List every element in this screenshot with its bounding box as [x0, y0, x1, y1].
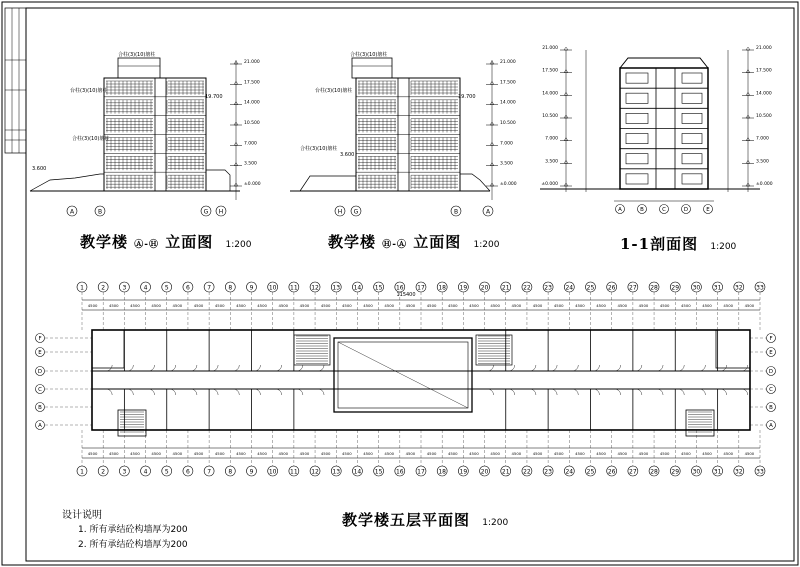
plan-bay-dim: 4500	[659, 303, 670, 308]
elev1-left-level: 3.600	[32, 166, 47, 172]
plan-bay-dim: 4500	[193, 303, 204, 308]
plan-axis-bottom-label: 2	[101, 468, 106, 476]
plan-bay-dim: 4500	[108, 303, 119, 308]
plan-axis-bottom-label: 6	[186, 468, 190, 476]
plan-axis-bottom-label: 24	[565, 468, 574, 476]
elevation-level: 10.500	[244, 121, 260, 126]
plan-bay-dim: 4500	[130, 451, 140, 456]
plan-axis-bottom-label: 30	[692, 468, 701, 476]
plan-axis-top-label: 7	[207, 284, 212, 292]
plan-axis-top-label: 23	[544, 284, 552, 292]
plan-bay-dim: 4500	[490, 303, 500, 308]
design-note-item: 2. 所有承结砼构墙厚为200	[78, 540, 188, 550]
plan-axis-bottom-label: 12	[311, 468, 319, 476]
title-plan	[342, 509, 508, 530]
elev2-left-level: 3.600	[340, 152, 355, 158]
elevation-level: 17.500	[500, 80, 516, 86]
plan-axis-top-label: 25	[586, 284, 595, 292]
elevation-level: 7.000	[756, 136, 769, 142]
plan-axis-side-label: A	[38, 423, 42, 430]
title-elevation-back-suffix: 立面图	[413, 233, 462, 251]
plan-bay-dim: 4500	[87, 303, 98, 308]
plan-bay-dim: 4500	[342, 303, 352, 308]
plan-bay-dim: 4500	[638, 451, 649, 456]
plan-axis-bottom-label: 33	[756, 468, 764, 476]
plan-bay-dim: 4500	[575, 451, 585, 456]
plan-bay-dim: 4500	[320, 451, 331, 456]
plan-axis-top-label: 15	[374, 284, 383, 292]
title-elevation-front-axes: Ⓐ-Ⓗ	[134, 240, 159, 250]
elevation-level: 21.000	[542, 46, 558, 51]
plan-bay-dim: 4500	[278, 451, 289, 456]
plan-bay-dim: 4500	[617, 303, 628, 308]
axis-bubble-label: A	[485, 208, 491, 216]
plan-bay-dim: 4500	[638, 303, 649, 308]
axis-bubble-label: H	[218, 208, 224, 216]
axis-bubble-label: A	[618, 207, 622, 214]
plan-axis-bottom-label: 18	[438, 468, 447, 476]
elevation-level: 7.000	[545, 136, 558, 142]
plan-axis-top-label: 19	[459, 284, 468, 292]
plan-bay-dim: 4500	[681, 303, 691, 308]
plan-bay-dim: 4500	[384, 451, 395, 456]
plan-bay-dim: 4500	[744, 451, 755, 456]
plan-bay-dim: 4500	[320, 303, 331, 308]
elevation-level: ±0.000	[244, 182, 261, 187]
title-block-strip	[5, 8, 26, 153]
plan-bay-dim: 4500	[469, 451, 479, 456]
plan-bay-dim: 4500	[405, 451, 416, 456]
elevation-level: ±0.000	[500, 182, 517, 187]
plan-axis-side-label: D	[37, 369, 43, 376]
title-elevation-front	[80, 231, 251, 252]
elev1-height: 19.700	[205, 94, 223, 100]
plan-bay-dim: 4500	[511, 451, 522, 456]
plan-axis-top-label: 4	[143, 284, 148, 292]
plan-axis-bottom-label: 17	[417, 468, 425, 476]
design-note-item: 1. 所有承结砼构墙厚为200	[78, 525, 188, 535]
scale-label: 1:200	[225, 240, 252, 250]
scale-label: 1:200	[710, 242, 737, 252]
elevation-back	[290, 51, 517, 216]
plan-axis-bottom-label: 9	[249, 468, 254, 476]
plan-bay-dim: 4500	[659, 451, 670, 456]
plan-axis-side-label: E	[769, 350, 773, 357]
plan-axis-top-label: 21	[501, 284, 510, 292]
elevation-level: ±0.000	[541, 182, 558, 187]
plan-bay-dim: 4500	[723, 451, 734, 456]
plan-axis-bottom-label: 20	[480, 468, 489, 476]
elevation-level: 7.000	[500, 141, 513, 147]
plan-axis-bottom-label: 15	[374, 468, 383, 476]
scale-label: 1:200	[473, 240, 500, 250]
plan-bay-dim: 4500	[342, 451, 352, 456]
axis-bubble-label: D	[683, 207, 689, 214]
elevation-level: 21.000	[756, 46, 772, 51]
scale-label: 1:200	[482, 518, 509, 528]
plan-axis-side-label: B	[769, 405, 773, 412]
plan-bay-dim: 4500	[214, 303, 225, 308]
title-elevation-back-name: 教学楼	[328, 233, 377, 251]
plan-bay-dim: 4500	[363, 303, 373, 308]
plan-axis-bottom-label: 3	[122, 468, 127, 476]
plan-axis-top-label: 33	[756, 284, 764, 292]
plan-bay-dim: 4500	[596, 451, 606, 456]
axis-bubble-label: H	[337, 208, 343, 216]
elev1-note-left: 台柱(3)(10)塘柱	[70, 88, 108, 94]
plan-bay-dim: 4500	[681, 451, 691, 456]
plan-bay-dim: 4500	[363, 451, 373, 456]
title-section-name: 1-1剖面图	[620, 235, 699, 253]
plan-bay-dim: 4500	[744, 303, 755, 308]
plan-axis-bottom-label: 4	[143, 468, 148, 476]
plan-axis-side-label: D	[768, 369, 774, 376]
elevation-level: ±0.000	[756, 182, 773, 187]
plan-axis-top-label: 8	[228, 284, 233, 292]
elev1-note-left2: 合柱(3)(10)塘柱	[72, 136, 110, 142]
elevation-level: 3.500	[244, 161, 257, 167]
plan-bay-dim: 4500	[596, 303, 606, 308]
plan-axis-side-label: A	[769, 423, 773, 430]
plan-bay-dim: 4500	[702, 451, 712, 456]
elevation-level: 3.500	[756, 159, 769, 165]
plan-bay-dim: 4500	[257, 303, 267, 308]
plan-bay-dim: 4500	[214, 451, 225, 456]
plan-axis-top-label: 22	[523, 284, 531, 292]
plan-bay-dim: 4500	[532, 303, 543, 308]
plan-bay-dim: 4500	[108, 451, 119, 456]
plan-axis-top-label: 2	[101, 284, 106, 292]
plan-axis-bottom-label: 29	[671, 468, 680, 476]
plan-axis-top-label: 27	[629, 284, 637, 292]
elev2-note-left2: 合柱(3)(10)塘柱	[300, 146, 338, 152]
plan-axis-bottom-label: 21	[501, 468, 510, 476]
title-elevation-front-name: 教学楼	[80, 233, 129, 251]
axis-bubble-label: G	[203, 208, 209, 216]
title-elevation-back	[328, 231, 499, 252]
plan-bay-dim: 4500	[575, 303, 585, 308]
elevation-level: 21.000	[244, 60, 260, 65]
plan-axis-bottom-label: 5	[164, 468, 169, 476]
plan-axis-bottom-label: 32	[734, 468, 743, 476]
plan-bay-dim: 4500	[405, 303, 416, 308]
plan-axis-bottom-label: 1	[80, 468, 84, 476]
axis-bubble-label: G	[353, 208, 359, 216]
elev2-note-top: 合柱(3)(10)塘柱	[350, 52, 388, 58]
title-section	[620, 233, 736, 254]
plan-axis-bottom-label: 22	[523, 468, 531, 476]
plan-axis-top-label: 26	[607, 284, 616, 292]
axis-bubble-label: B	[640, 207, 644, 214]
title-elevation-back-axes: Ⓗ-Ⓐ	[382, 240, 407, 250]
plan-axis-side-label: F	[38, 336, 42, 343]
plan-axis-bottom-label: 7	[207, 468, 212, 476]
elevation-level: 17.500	[244, 80, 260, 86]
plan-bay-dim: 4500	[702, 303, 712, 308]
plan-bay-dim: 4500	[447, 451, 458, 456]
plan-axis-top-label: 3	[122, 284, 127, 292]
plan-axis-bottom-label: 13	[332, 468, 341, 476]
plan-axis-top-label: 17	[417, 284, 425, 292]
elevation-level: 10.500	[500, 121, 516, 126]
plan-axis-bottom-label: 14	[353, 468, 362, 476]
axis-bubble-label: A	[69, 208, 75, 216]
elevation-level: 14.000	[542, 91, 558, 97]
plan-axis-top-label: 5	[164, 284, 169, 292]
plan-axis-top-label: 32	[734, 284, 743, 292]
elevation-level: 14.000	[500, 100, 516, 106]
elevation-level: 10.500	[542, 114, 558, 119]
plan-axis-side-label: F	[769, 336, 773, 343]
plan-axis-top-label: 20	[480, 284, 489, 292]
plan-axis-bottom-label: 23	[544, 468, 552, 476]
plan-axis-bottom-label: 25	[586, 468, 595, 476]
plan-axis-top-label: 6	[186, 284, 190, 292]
plan-axis-side-label: C	[38, 387, 42, 394]
plan-axis-top-label: 11	[290, 284, 298, 292]
elevation-front	[30, 51, 261, 216]
plan-bay-dim: 4500	[532, 451, 543, 456]
plan-bay-dim: 4500	[172, 303, 183, 308]
elevation-level: 17.500	[542, 68, 558, 74]
plan-axis-bottom-label: 11	[290, 468, 298, 476]
plan-bay-dim: 4500	[384, 303, 395, 308]
plan-total-dim: 115400	[396, 292, 416, 298]
plan-axis-bottom-label: 19	[459, 468, 468, 476]
plan-bay-dim: 4500	[151, 303, 161, 308]
axis-bubble-label: E	[706, 207, 710, 214]
plan-axis-top-label: 10	[268, 284, 277, 292]
plan-bay-dim: 4500	[172, 451, 183, 456]
elev2-height: 19.700	[458, 94, 476, 100]
plan-bay-dim: 4500	[236, 451, 246, 456]
plan-bay-dim: 4500	[490, 451, 500, 456]
section-1-1	[540, 45, 773, 214]
elevation-level: 21.000	[500, 60, 516, 65]
design-notes	[62, 508, 188, 553]
plan-axis-side-label: E	[38, 350, 42, 357]
title-plan-name: 教学楼五层平面图	[342, 511, 471, 529]
plan-axis-top-label: 1	[80, 284, 84, 292]
plan-axis-top-label: 30	[692, 284, 701, 292]
plan-bay-dim: 4500	[617, 451, 628, 456]
plan-bay-dim: 4500	[447, 303, 458, 308]
plan-bay-dim: 4500	[426, 451, 437, 456]
plan-bay-dim: 4500	[236, 303, 246, 308]
plan-axis-bottom-label: 26	[607, 468, 616, 476]
plan-bay-dim: 4500	[511, 303, 522, 308]
plan-axis-top-label: 16	[395, 284, 404, 292]
elev1-note-top: 合柱(3)(10)塘柱	[118, 52, 156, 58]
plan-bay-dim: 4500	[299, 451, 310, 456]
plan-bay-dim: 4500	[151, 451, 161, 456]
plan-axis-bottom-label: 31	[713, 468, 722, 476]
plan-axis-bottom-label: 27	[629, 468, 637, 476]
plan-axis-top-label: 14	[353, 284, 362, 292]
floor-plan	[36, 282, 776, 476]
plan-axis-top-label: 24	[565, 284, 574, 292]
title-elevation-front-suffix: 立面图	[165, 233, 214, 251]
elevation-level: 3.500	[545, 159, 558, 165]
plan-bay-dim: 4500	[278, 303, 289, 308]
plan-axis-top-label: 9	[249, 284, 254, 292]
plan-bay-dim: 4500	[469, 303, 479, 308]
plan-axis-top-label: 29	[671, 284, 680, 292]
plan-axis-side-label: C	[769, 387, 773, 394]
plan-bay-dim: 4500	[723, 303, 734, 308]
axis-bubble-label: B	[453, 208, 459, 216]
plan-bay-dim: 4500	[299, 303, 310, 308]
elevation-level: 17.500	[756, 68, 772, 74]
elevation-level: 10.500	[756, 114, 772, 119]
elevation-level: 3.500	[500, 161, 513, 167]
plan-axis-top-label: 28	[650, 284, 658, 292]
elevation-level: 14.000	[244, 100, 260, 106]
plan-axis-top-label: 31	[713, 284, 722, 292]
plan-axis-side-label: B	[38, 405, 42, 412]
elevation-level: 14.000	[756, 91, 772, 97]
plan-bay-dim: 4500	[426, 303, 437, 308]
axis-bubble-label: B	[97, 208, 103, 216]
plan-axis-top-label: 13	[332, 284, 341, 292]
plan-axis-top-label: 12	[311, 284, 319, 292]
axis-bubble-label: C	[662, 207, 666, 214]
plan-axis-bottom-label: 28	[650, 468, 658, 476]
plan-bay-dim: 4500	[553, 451, 564, 456]
plan-axis-bottom-label: 16	[395, 468, 404, 476]
plan-bay-dim: 4500	[193, 451, 204, 456]
plan-axis-bottom-label: 8	[228, 468, 233, 476]
elevation-level: 7.000	[244, 141, 257, 147]
plan-bay-dim: 4500	[257, 451, 267, 456]
design-notes-heading: 设计说明	[62, 510, 102, 521]
plan-bay-dim: 4500	[130, 303, 140, 308]
plan-bay-dim: 4500	[87, 451, 98, 456]
plan-axis-bottom-label: 10	[268, 468, 277, 476]
plan-bay-dim: 4500	[553, 303, 564, 308]
plan-axis-top-label: 18	[438, 284, 447, 292]
elev2-note-left: 台柱(3)(10)塘柱	[315, 88, 353, 94]
